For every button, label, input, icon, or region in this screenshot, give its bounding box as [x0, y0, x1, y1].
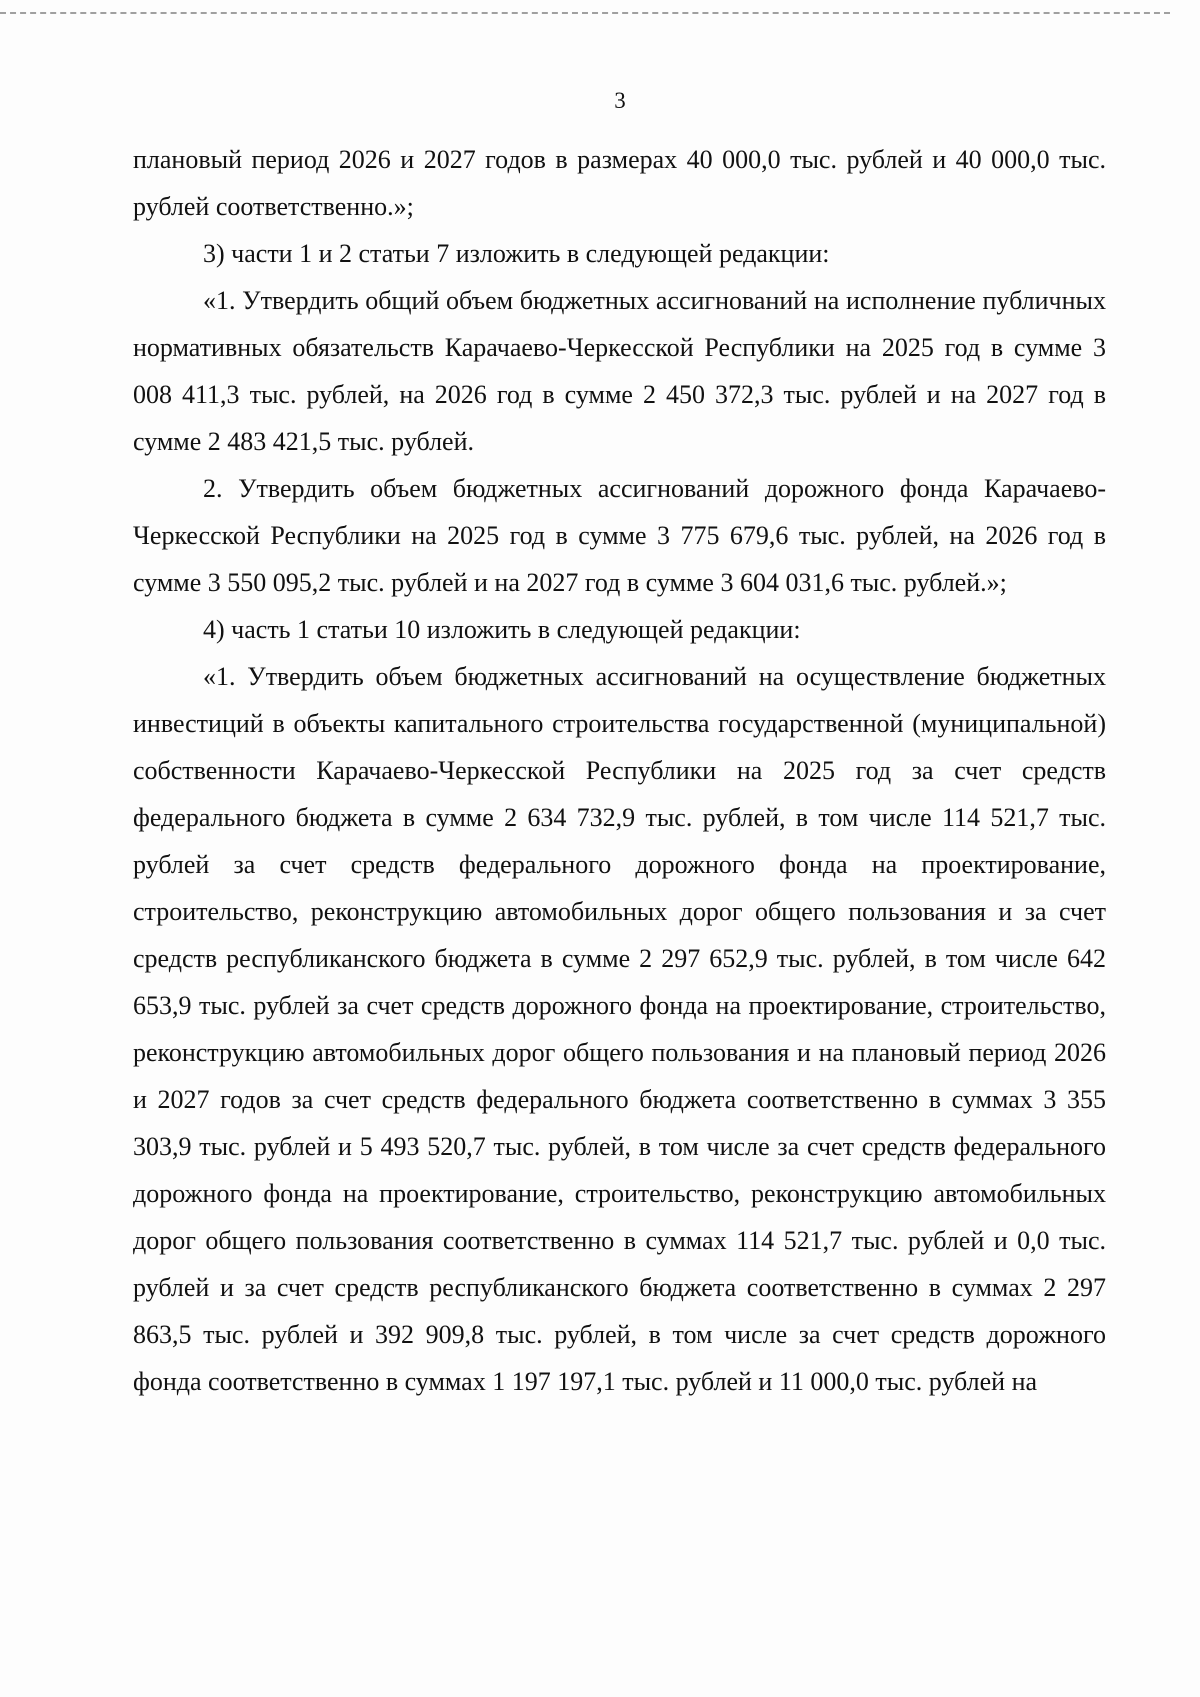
paragraph-item-3: 3) части 1 и 2 статьи 7 изложить в следующей редакции:	[203, 239, 830, 268]
scan-edge-line	[0, 12, 1170, 14]
paragraph-article-10-part-1: «1. Утвердить объем бюджетных ассигнований на осуществление бюджетных инвестиций в объекты капитального строительства государственной (муниципальной) собственности Карачаево-Черкесской Республики на 2025 год за счет средств федерального бюджета в сумме 2 634 732,9 тыс. рублей, в том числе 114 521,7 тыс. рублей за счет средств федерального дорожного фонда на проектирование, строительство, реконструкцию автомобильных дорог общего пользования и за счет средств республиканского бюджета в сумме 2 297 652,9 тыс. рублей, в том числе 642 653,9 тыс. рублей за счет средств дорожного фонда на проектирование, строительство, реконструкцию автомобильных дорог общего пользования и на плановый период 2026 и 2027 годов за счет средств федерального бюджета соответственно в суммах 3 355 303,9 тыс. рублей и 5 493 520,7 тыс. рублей, в том числе за счет средств федерального дорожного фонда на проектирование, строительство, реконструкцию автомобильных дорог общего пользования соответственно в суммах 114 521,7 тыс. рублей и 0,0 тыс. рублей и за счет средств республиканского бюджета соответственно в суммах 2 297 863,5 тыс. рублей и 392 909,8 тыс. рублей, в том числе за счет средств дорожного фонда соответственно в суммах 1 197 197,1 тыс. рублей и 11 000,0 тыс. рублей на	[133, 662, 1106, 1396]
document-body	[133, 136, 1106, 1405]
paragraph-article-7-part-1: «1. Утвердить общий объем бюджетных ассигнований на исполнение публичных нормативных обязательств Карачаево-Черкесской Республики на 2025 год в сумме 3 008 411,3 тыс. рублей, на 2026 год в сумме 2 450 372,3 тыс. рублей и на 2027 год в сумме 2 483 421,5 тыс. рублей.	[133, 286, 1106, 456]
page-number: 3	[614, 88, 626, 113]
paragraph-article-7-part-2: 2. Утвердить объем бюджетных ассигнований дорожного фонда Карачаево-Черкесской Республики на 2025 год в сумме 3 775 679,6 тыс. рублей, на 2026 год в сумме 3 550 095,2 тыс. рублей и на 2027 год в сумме 3 604 031,6 тыс. рублей.»;	[133, 474, 1106, 597]
paragraph-item-4: 4) часть 1 статьи 10 изложить в следующей редакции:	[203, 615, 801, 644]
paragraph-continuation: плановый период 2026 и 2027 годов в размерах 40 000,0 тыс. рублей и 40 000,0 тыс. рублей соответственно.»;	[133, 145, 1106, 221]
